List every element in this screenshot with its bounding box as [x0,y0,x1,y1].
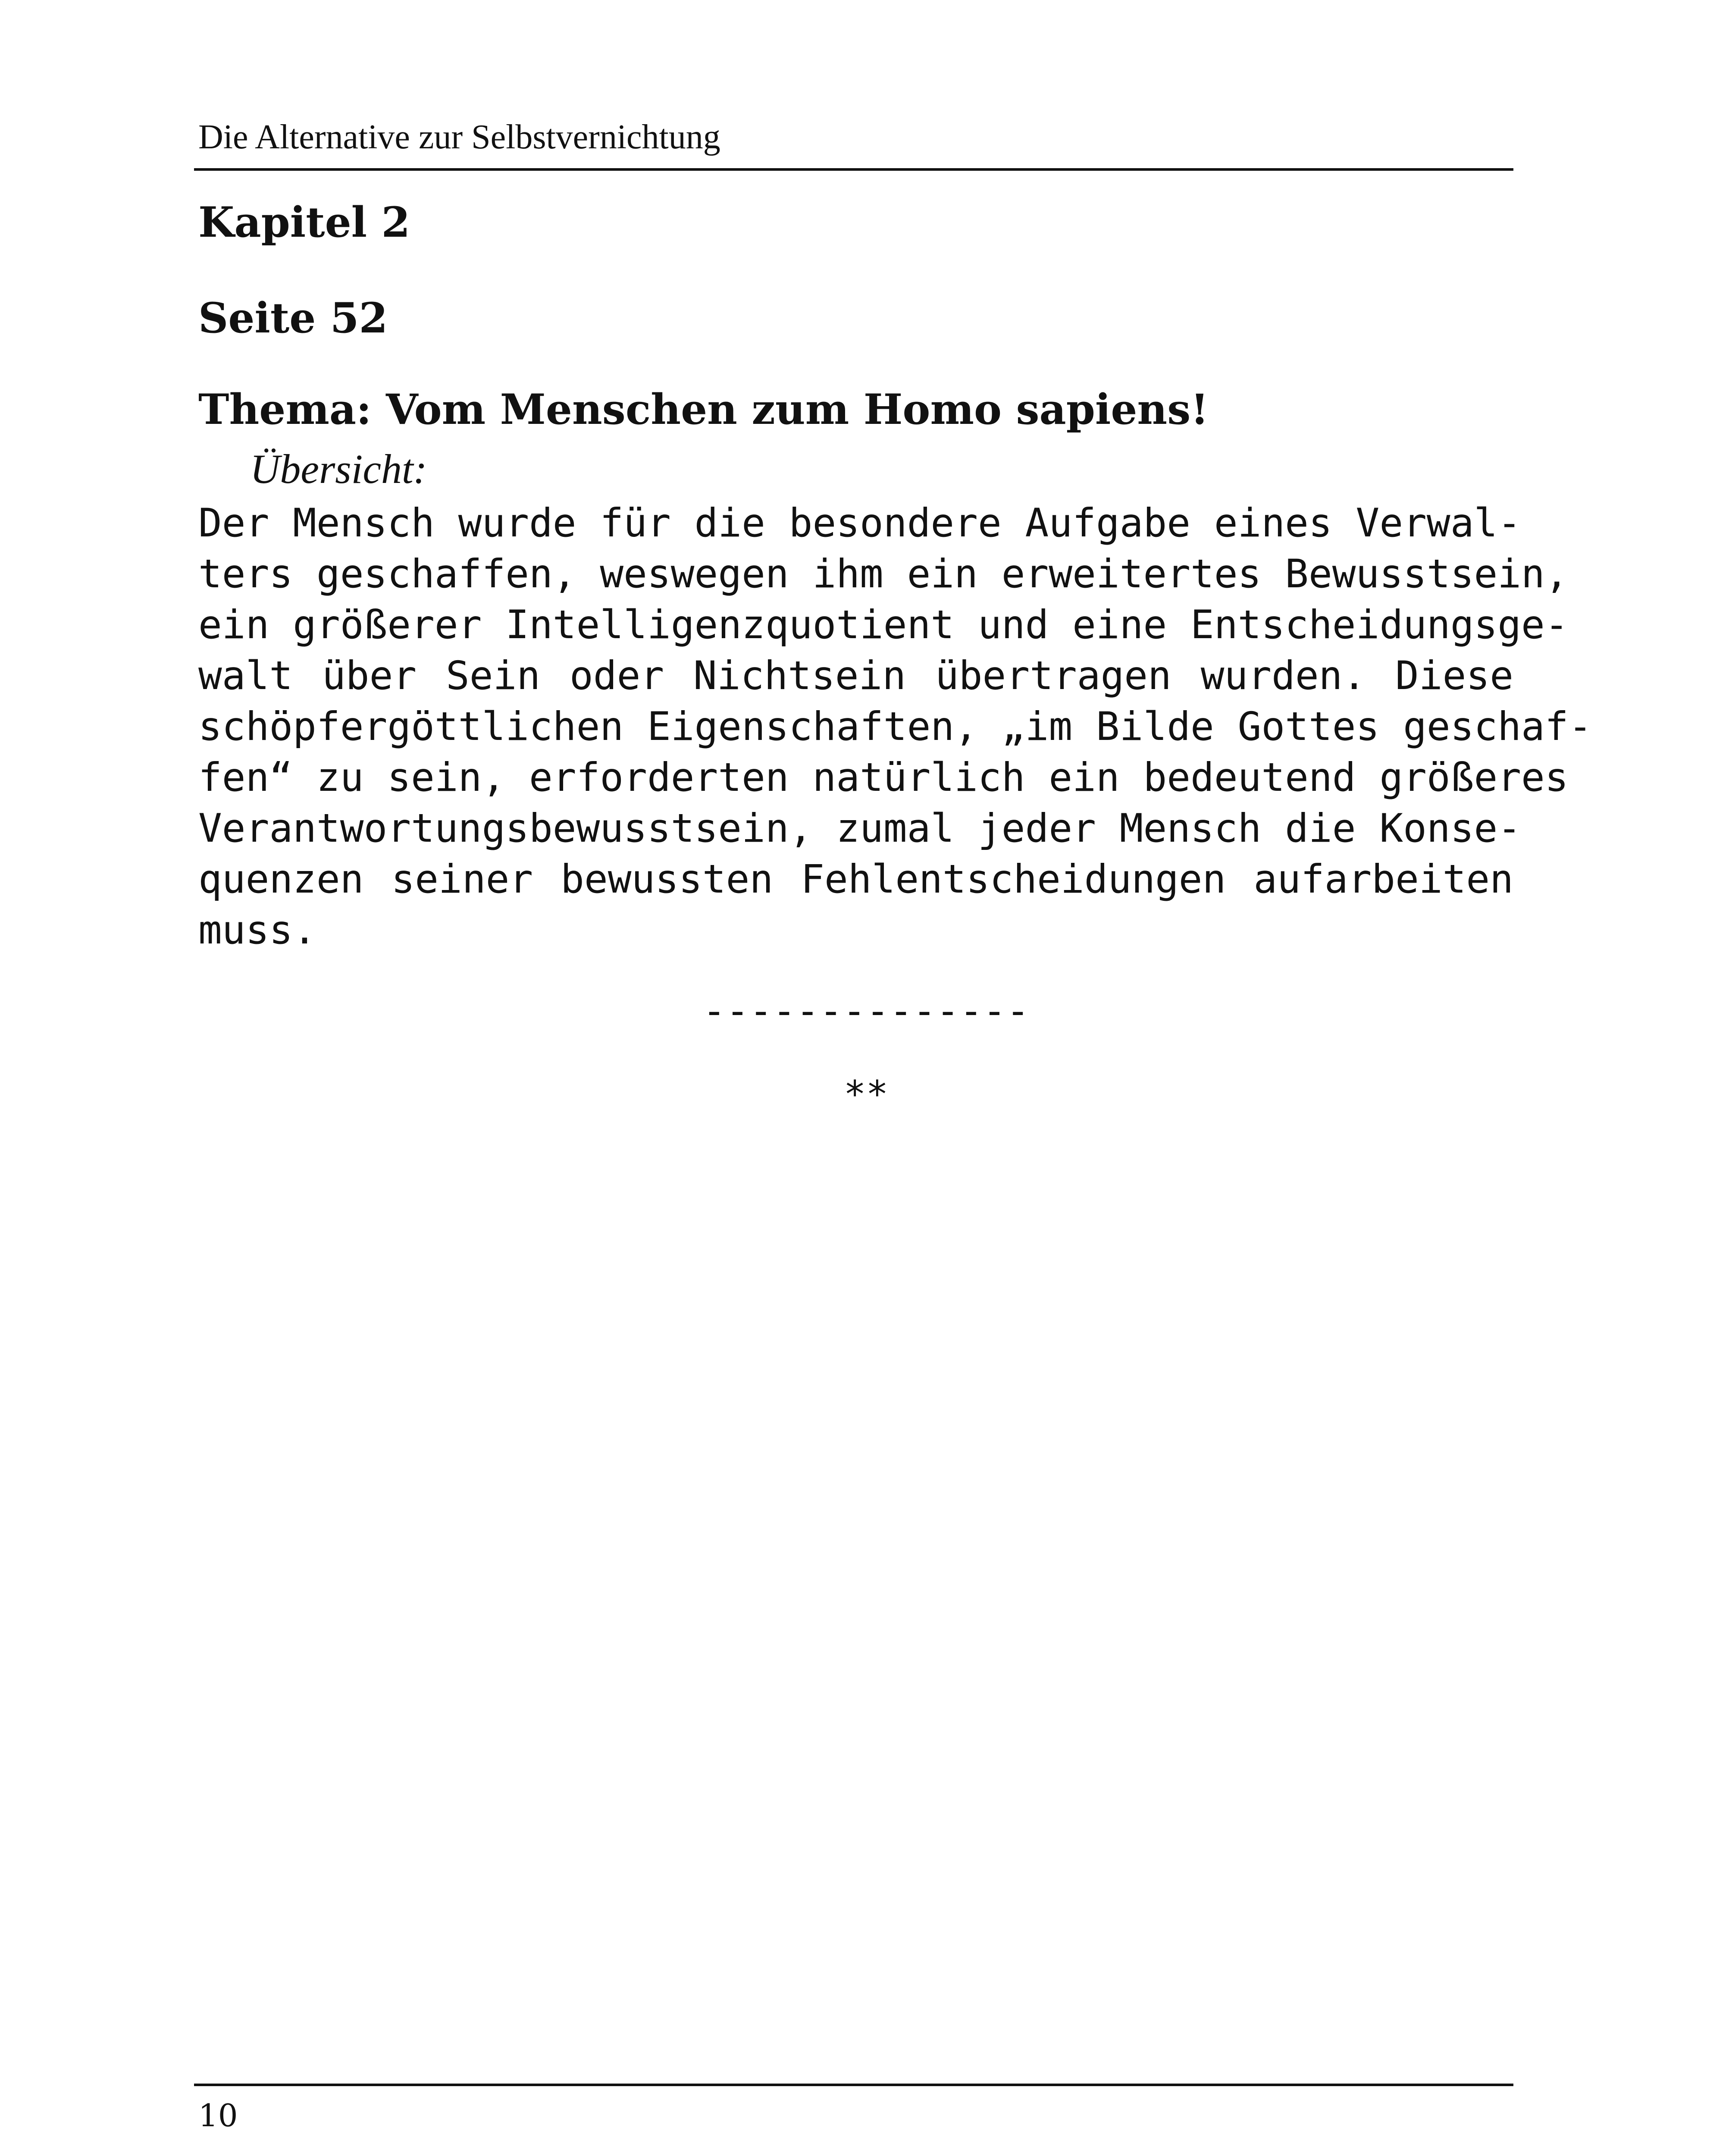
section-separator-dashes: -------------- [702,988,1030,1034]
footer-rule [194,2084,1513,2086]
paragraph-line: walt über Sein oder Nichtsein übertragen wurden. Diese [198,653,1513,699]
paragraph-line: Der Mensch wurde für die besondere Aufgabe eines Verwal- [198,501,1522,546]
running-header: Die Alternative zur Selbstvernichtung [198,118,720,156]
topic-heading: Thema: Vom Menschen zum Homo sapiens! [198,385,1209,434]
header-rule [194,168,1513,171]
page-number: 10 [198,2097,238,2134]
overview-paragraph [198,498,1592,956]
paragraph-line: schöpfergöttlichen Eigenschaften, „im Bilde Gottes geschaf- [198,704,1592,749]
paragraph-line: muss. [198,908,316,953]
paragraph-line: fen“ zu sein, erforderten natürlich ein bedeutend größeres [198,755,1569,800]
section-separator-stars: ** [843,1073,889,1116]
chapter-heading: Kapitel 2 [198,198,410,247]
paragraph-line: ters geschaffen, weswegen ihm ein erweitertes Bewusstsein, [198,552,1569,597]
paragraph-line: quenzen seiner bewussten Fehlentscheidungen aufarbeiten [198,857,1513,902]
page-reference-heading: Seite 52 [198,294,388,342]
paragraph-line: Verantwortungsbewusstsein, zumal jeder Mensch die Konse- [198,806,1522,851]
overview-label: Übersicht: [250,446,427,492]
paragraph-line: ein größerer Intelligenzquotient und eine Entscheidungsge- [198,602,1569,648]
